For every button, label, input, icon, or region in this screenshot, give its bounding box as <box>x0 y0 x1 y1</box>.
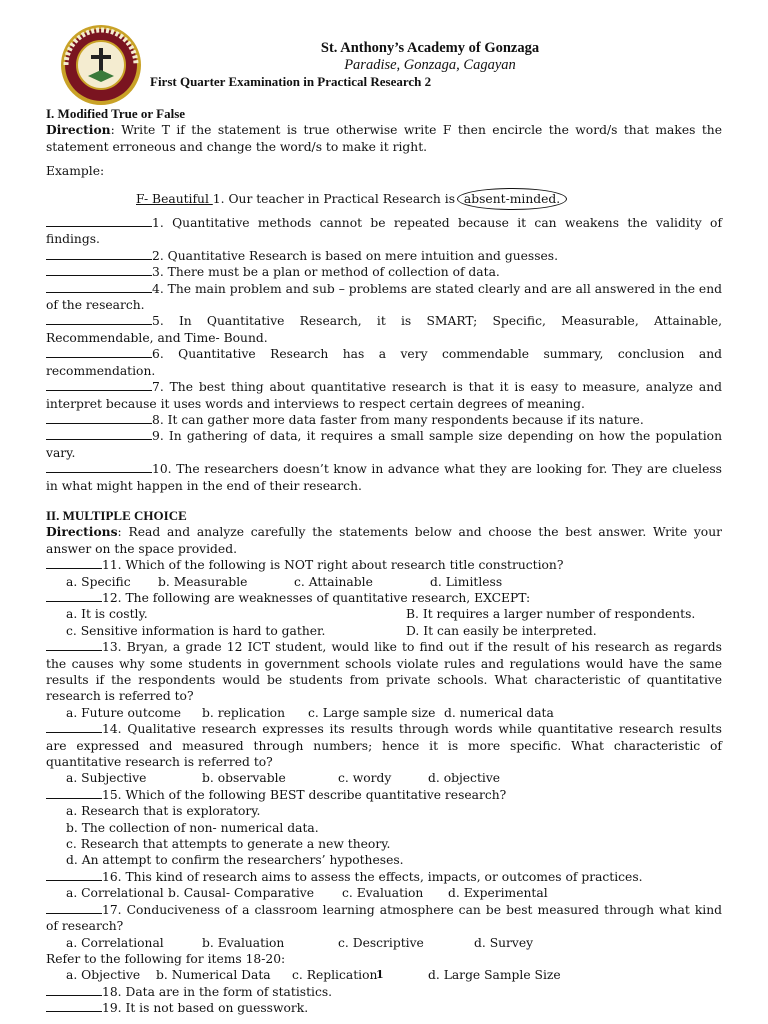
page-number: 1 <box>376 968 384 981</box>
answer-blank[interactable] <box>46 281 152 293</box>
tf-item: 1. Quantitative methods cannot be repeated because it can weakens the validity of findings. <box>46 216 722 247</box>
mc-question: 14. Qualitative research expresses its results through words while quantitative research results are expressed and measured through numbers; hence it is more specific. What characteristic of quantitative research is referred to? <box>46 722 722 770</box>
tf-item: 5. In Quantitative Research, it is SMART; Specific, Measurable, Attainable, Recommendable, and Time- Bound. <box>46 314 722 345</box>
tf-item: 10. The researchers doesn’t know in advance what they are looking for. They are clueless in what might happen in the end of their research. <box>46 462 722 493</box>
mc-question: 15. Which of the following BEST describe quantitative research? <box>46 787 722 803</box>
mc-question: 18. Data are in the form of statistics. <box>46 984 722 1000</box>
answer-blank[interactable] <box>46 346 152 358</box>
example-label: Example: <box>46 164 105 179</box>
mc-options: a. Correlational b. Evaluation c. Descriptive d. Survey <box>66 935 534 950</box>
mc-question: 17. Conduciveness of a classroom learning atmosphere can be best measured through what kind of research? <box>46 902 722 934</box>
tf-item: 6. Quantitative Research has a very commendable summary, conclusion and recommendation. <box>46 347 722 378</box>
tf-item: 9. In gathering of data, it requires a small sample size depending on how the population vary. <box>46 429 722 460</box>
tf-item: 2. Quantitative Research is based on mere intuition and guesses. <box>46 248 722 264</box>
mc-question: 12. The following are weaknesses of quantitative research, EXCEPT: <box>46 590 722 606</box>
answer-blank[interactable] <box>46 557 102 569</box>
part1-direction: Direction: Write T if the statement is true otherwise write F then encircle the word/s that makes the statement erroneous and change the word/s to make it right. <box>46 122 722 154</box>
school-address: Paradise, Gonzaga, Cagayan <box>344 57 516 73</box>
mc-options: a. Objective b. Numerical Data c. Replication d. Large Sample Size <box>66 968 561 983</box>
school-name: St. Anthony’s Academy of Gonzaga <box>320 40 540 56</box>
answer-blank[interactable] <box>46 461 152 473</box>
part1-title: I. Modified True or False <box>46 106 186 121</box>
refer-note: Refer to the following for items 18-20: <box>46 951 286 966</box>
mc-options: a. Research that is exploratory. b. The collection of non- numerical data. c. Research that attempts to generate a new theory. d. An attempt to confirm the researchers’ hypotheses. <box>66 804 404 868</box>
mc-options: a. Subjective b. observable c. wordy d. objective <box>66 771 501 786</box>
school-seal-logo <box>60 24 142 106</box>
answer-blank[interactable] <box>46 590 102 602</box>
answer-blank[interactable] <box>46 1000 102 1012</box>
part2-title: II. MULTIPLE CHOICE <box>46 507 187 523</box>
part2-direction: Directions: Read and analyze carefully the statements below and choose the best answer. Write your answer on the space provided. <box>46 524 722 556</box>
answer-blank[interactable] <box>46 313 152 325</box>
mc-question: 11. Which of the following is NOT right about research title construction? <box>46 557 722 573</box>
mc-options: a. It is costly. B. It requires a larger number of respondents. <box>66 607 696 622</box>
tf-item: 4. The main problem and sub – problems are stated clearly and are all answered in the end of the research. <box>46 281 722 313</box>
exam-content <box>46 106 722 1017</box>
tf-item: 8. It can gather more data faster from many respondents because if its nature. <box>46 412 722 428</box>
answer-blank[interactable] <box>46 984 102 996</box>
mc-options: a. Future outcome b. replication c. Large sample size d. numerical data <box>66 705 554 720</box>
encircled-word: absent-minded. <box>457 188 567 210</box>
tf-item: 3. There must be a plan or method of collection of data. <box>46 264 722 280</box>
answer-blank[interactable] <box>46 428 152 440</box>
mc-question: 19. It is not based on guesswork. <box>46 1000 722 1016</box>
answer-blank[interactable] <box>46 721 102 733</box>
answer-blank[interactable] <box>46 215 152 227</box>
tf-item: 7. The best thing about quantitative research is that it is easy to measure, analyze and interpret because it uses words and interviews to respect certain degrees of meaning. <box>46 380 722 411</box>
answer-blank[interactable] <box>46 248 152 260</box>
example-item: F- Beautiful 1. Our teacher in Practical Research is absent-minded. <box>46 188 722 210</box>
answer-blank[interactable] <box>46 902 102 914</box>
exam-title: First Quarter Examination in Practical Research 2 <box>150 74 432 89</box>
mc-options: a. Correlational b. Causal- Comparative c. Evaluation d. Experimental <box>66 886 548 901</box>
mc-options: a. Specific b. Measurable c. Attainable d. Limitless <box>66 574 503 589</box>
answer-blank[interactable] <box>46 264 152 276</box>
mc-question: 13. Bryan, a grade 12 ICT student, would like to find out if the result of his research as regards the causes why some students in government schools violate rules and regulations would have the same results if the respondents would be students from private schools. What characteristic of quantitative research is referred to? <box>46 640 722 704</box>
answer-blank[interactable] <box>46 412 152 424</box>
answer-blank[interactable] <box>46 869 102 881</box>
mc-question: 16. This kind of research aims to assess the effects, impacts, or outcomes of practices. <box>46 869 722 885</box>
answer-blank[interactable] <box>46 639 102 651</box>
answer-blank[interactable] <box>46 379 152 391</box>
mc-options: c. Sensitive information is hard to gather. D. It can easily be interpreted. <box>66 623 597 638</box>
answer-blank[interactable] <box>46 787 102 799</box>
